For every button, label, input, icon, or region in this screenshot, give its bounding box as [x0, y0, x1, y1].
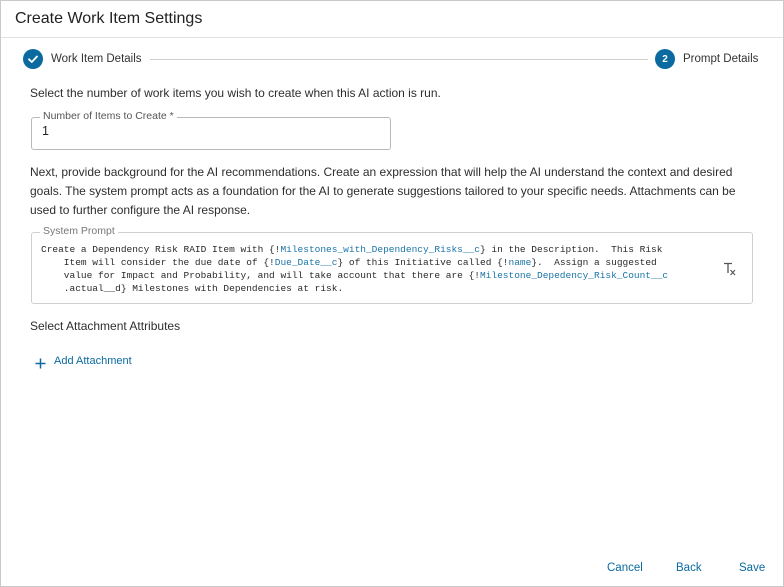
background-text: Next, provide background for the AI recommendations. Create an expression that will help the AI understand the context and desired goals. The system prompt acts as a foundation for the AI to generate suggestions tailored to your specific needs. Attachments can be used to further configure the AI response. [30, 165, 736, 217]
plus-icon [35, 356, 46, 367]
number-of-items-label: Number of Items to Create * [40, 110, 177, 122]
add-attachment-label: Add Attachment [54, 355, 132, 367]
dialog-title: Create Work Item Settings [15, 10, 203, 27]
check-icon [23, 49, 43, 69]
intro-text: Select the number of work items you wish to create when this AI action is run. [30, 86, 441, 100]
step-work-item-details[interactable] [23, 49, 142, 69]
merge-field-reference: Milestone_Depedency_Risk_Count__c [479, 270, 669, 281]
save-button[interactable]: Save [739, 562, 766, 574]
attachments-heading: Select Attachment Attributes [30, 319, 181, 333]
number-of-items-field [31, 110, 391, 150]
system-prompt-field[interactable] [31, 225, 753, 304]
step-1-label: Work Item Details [51, 53, 142, 65]
merge-field-reference: name [508, 257, 532, 268]
system-prompt-label: System Prompt [40, 225, 118, 237]
step-2-label: Prompt Details [683, 53, 759, 65]
stepper-connector [150, 59, 648, 60]
merge-field-reference: Milestones_with_Dependency_Risks__c [280, 244, 480, 255]
step-2-number: 2 [655, 49, 675, 69]
add-attachment-button[interactable] [35, 355, 132, 367]
back-button[interactable]: Back [676, 562, 702, 574]
clear-formula-icon[interactable] [722, 261, 738, 277]
header-divider [1, 37, 783, 38]
number-of-items-input[interactable] [42, 124, 342, 138]
merge-field-reference: Due_Date__c [274, 257, 338, 268]
step-prompt-details[interactable] [655, 49, 758, 69]
system-prompt-editor[interactable]: Create a Dependency Risk RAID Item with {!Milestones_with_Dependency_Risks__c} in the Description. This Risk Item will consider the due date of {!Due_Date__c} of this Initiative called {!name}. Assign a suggested value for Impact and Probability, and will take account that there are {!Milestone_Depedency_Risk_Count__c .actual__d} Milestones with Dependencies at risk. [41, 244, 669, 294]
cancel-button[interactable]: Cancel [607, 562, 643, 574]
